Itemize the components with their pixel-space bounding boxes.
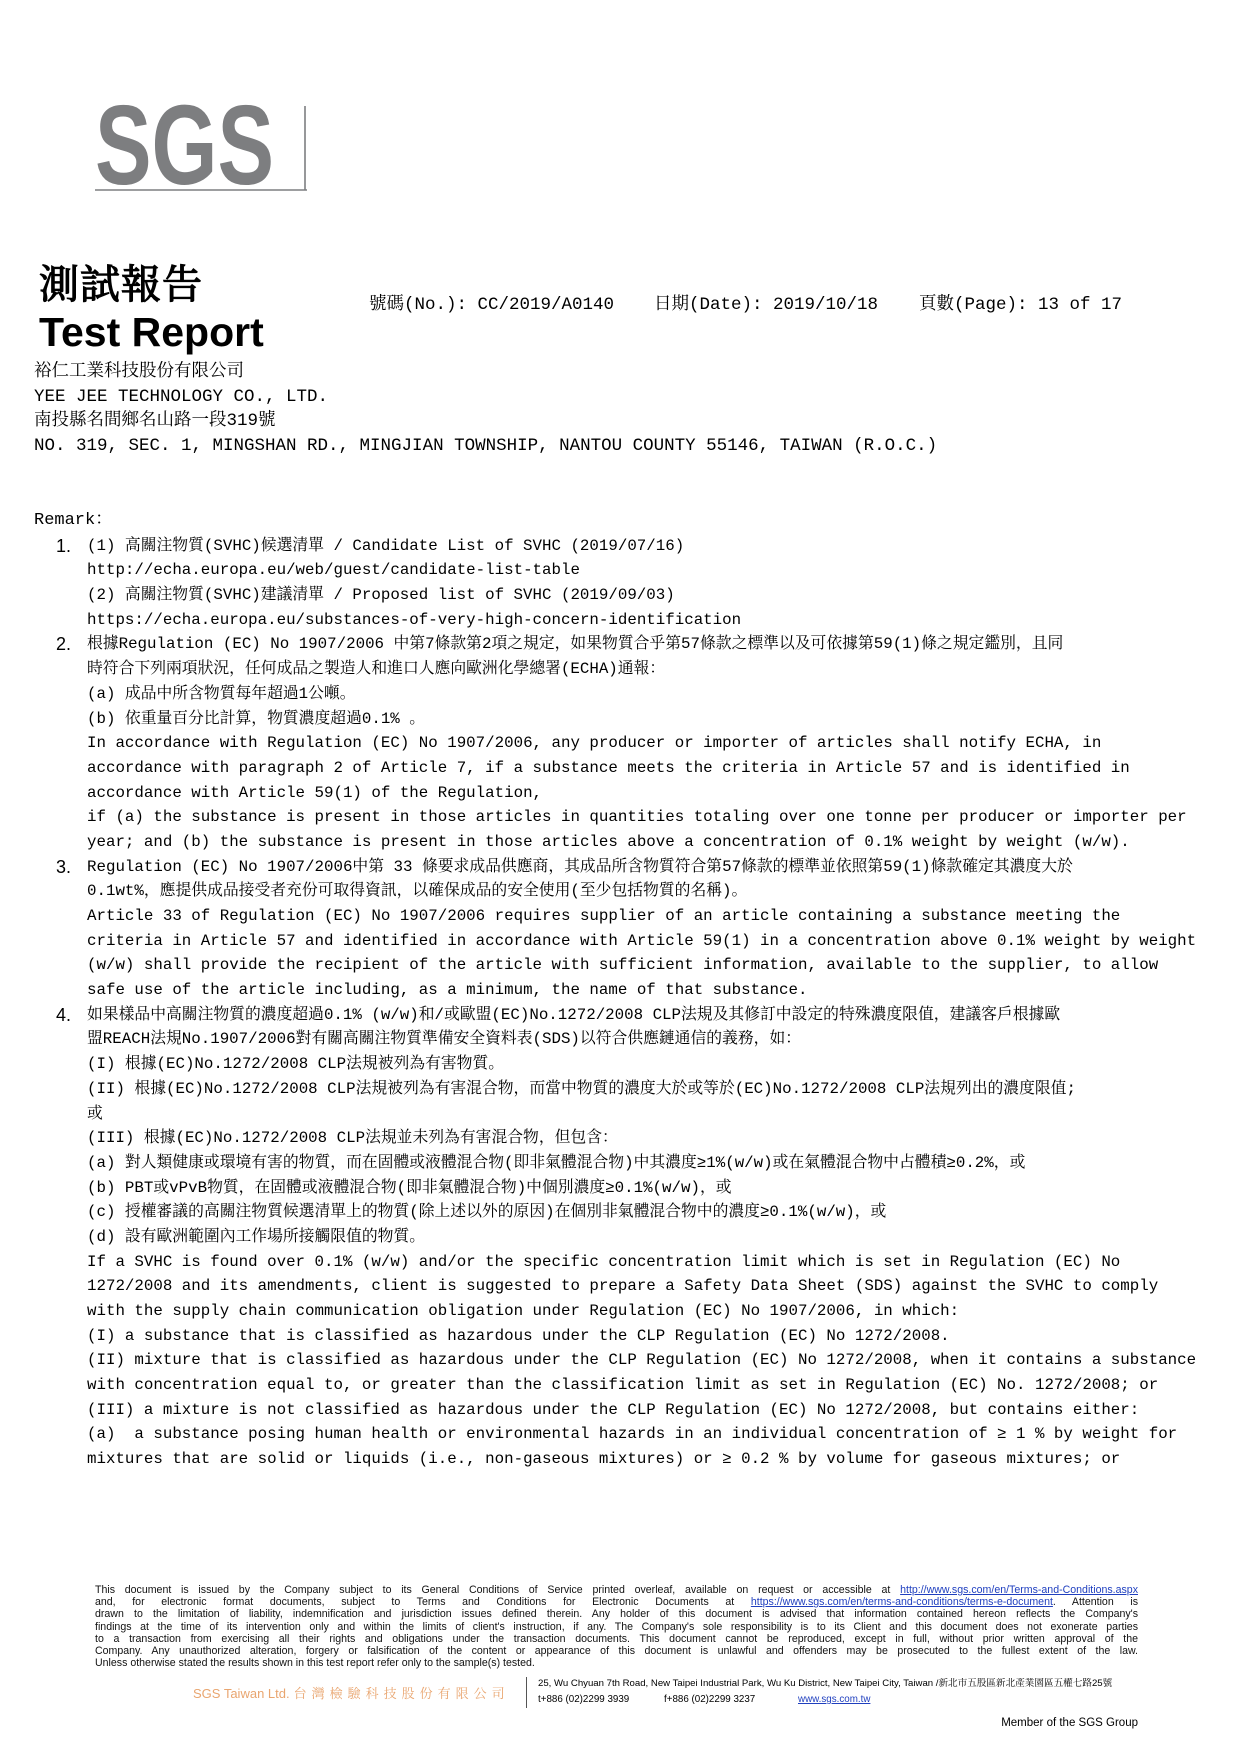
remark-line: (III) 根據(EC)No.1272/2008 CLP法規並未列為有害混合物，但包含： (87, 1129, 618, 1148)
remark-line: 如果樣品中高關注物質的濃度超過0.1% (w/w)和/或歐盟(EC)No.1272/2008 CLP法規及其修訂中設定的特殊濃度限值，建議客戶根據歐 (87, 1005, 1061, 1024)
disclaimer-line (95, 1596, 1138, 1608)
remark-line: (a) 成品中所含物質每年超過1公噸。 (87, 684, 356, 703)
disclaimer-text: . Attention is (1052, 1596, 1138, 1609)
footer-separator (526, 1677, 527, 1708)
item-number: 1. (56, 535, 72, 556)
client-address-en: NO. 319, SEC. 1, MINGSHAN RD., MINGJIAN TOWNSHIP, NANTOU COUNTY 55146, TAIWAN (R.O.C.) (34, 435, 938, 456)
disclaimer-line: drawn to the limitation of liability, indemnification and jurisdiction issues defined therein. Any holder of this document is advised that information contained hereon reflects the Company's (95, 1608, 1138, 1621)
remark-line: safe use of the article including, as a minimum, the name of that substance. (87, 981, 808, 1000)
report-number: 號碼(No.): CC/2019/A0140 (369, 295, 615, 315)
company-phone: t+886 (02)2299 3939 (538, 1694, 630, 1705)
remarks-section (0, 509, 1241, 1472)
remark-line: 時符合下列兩項狀況，任何成品之製造人和進口人應向歐洲化學總署(ECHA)通報： (87, 660, 666, 679)
disclaimer-line: Company. Any unauthorized alteration, forgery or falsification of the content or appearance of this document is unlawful and offenders may be prosecuted to the fullest extent of the law. (95, 1644, 1138, 1657)
remark-line: (I) 根據(EC)No.1272/2008 CLP法規被列為有害物質。 (87, 1055, 505, 1074)
remark-line: (d) 設有歐洲範圍內工作場所接觸限值的物質。 (87, 1227, 426, 1246)
sgs-group-member-note: Member of the SGS Group (1001, 1717, 1138, 1729)
disclaimer-line: to a transaction from exercising all their rights and obligations under the transaction documents. This document cannot be reproduced, except in full, without prior written approval of the (95, 1632, 1138, 1645)
logo-text: SGS (95, 82, 274, 200)
report-title-en: Test Report (39, 309, 264, 355)
remark-line: (1) 高關注物質(SVHC)候選清單 / Candidate List of SVHC (2019/07/16) (87, 536, 685, 555)
remark-line: accordance with Article 59(1) of the Regulation, (87, 783, 543, 802)
remark-line: (w/w) shall provide the recipient of the article with sufficient information, available to the supplier, to allow (87, 956, 1159, 975)
remark-line: (II) mixture that is classified as hazardous under the CLP Regulation (EC) No 1272/2008, when it contains a substance (87, 1351, 1197, 1370)
remark-line: 根據Regulation (EC) No 1907/2006 中第7條款第2項之規定，如果物質合乎第57條款之標準以及可依據第59(1)條之規定鑑別，且同 (87, 635, 1064, 654)
remark-line: with concentration equal to, or greater than the classification limit as set in Regulation (EC) No. 1272/2008; or (87, 1376, 1159, 1395)
remark-line: (b) 依重量百分比計算，物質濃度超過0.1% 。 (87, 709, 426, 728)
client-address-zh: 南投縣名間鄉名山路一段319號 (34, 411, 276, 432)
disclaimer-line: Unless otherwise stated the results shown in this test report refer only to the sample(s) tested. (95, 1657, 535, 1670)
remark-item (0, 855, 1241, 1003)
remark-line: if (a) the substance is present in those articles in quantities totaling over one tonne per producer or importer per (87, 808, 1187, 827)
item-number: 2. (56, 634, 72, 655)
client-block (34, 360, 937, 458)
report-title-zh: 測試報告 (39, 262, 203, 308)
remark-line: (a) 對人類健康或環境有害的物質，而在固體或液體混合物(即非氣體混合物)中其濃度≥1%(w/w)或在氣體混合物中占體積≥0.2%，或 (87, 1153, 1026, 1172)
remark-line: http://echa.europa.eu/web/guest/candidate-list-table (87, 561, 580, 580)
remark-line: (c) 授權審議的高關注物質候選清單上的物質(除上述以外的原因)在個別非氣體混合物中的濃度≥0.1%(w/w)，或 (87, 1203, 887, 1222)
remark-item (0, 632, 1241, 854)
disclaimer-text: This document is issued by the Company subject to its General Conditions of Service printed overleaf, available on request or accessible at (95, 1584, 891, 1596)
page-indicator: 頁數(Page): 13 of 17 (919, 295, 1123, 315)
remark-line: Article 33 of Regulation (EC) No 1907/2006 requires supplier of an article containing a substance meeting the (87, 907, 1121, 925)
remark-line: (III) a mixture is not classified as hazardous under the CLP Regulation (EC) No 1272/2008, but contains either: (87, 1400, 1140, 1419)
footer-company-name (193, 1685, 510, 1703)
client-name-en: YEE JEE TECHNOLOGY CO., LTD. (34, 386, 329, 407)
remark-line: mixtures that are solid or liquids (i.e., non-gaseous mixtures) or ≥ 0.2 % by volume for gaseous mixtures; or (87, 1450, 1121, 1469)
company-website-link[interactable]: www.sgs.com.tw (798, 1694, 871, 1705)
remark-line: 盟REACH法規No.1907/2006對有關高關注物質準備安全資料表(SDS)以符合供應鏈通信的義務，如： (87, 1030, 802, 1049)
remark-line: accordance with paragraph 2 of Article 7, if a substance meets the criteria in Article 57 and is identified in (87, 758, 1130, 777)
footer-disclaimer (95, 1584, 1138, 1669)
remark-item (0, 534, 1241, 633)
remark-line: year; and (b) the substance is present in those articles above a concentration of 0.1% weight by weight (w/w). (87, 832, 1130, 851)
sgs-logo (0, 0, 320, 200)
company-address: 25, Wu Chyuan 7th Road, New Taipei Industrial Park, Wu Ku District, New Taipei City, Taiwan /新北市五股區新北產業園區五權七路25號 (538, 1678, 1113, 1689)
remark-line: In accordance with Regulation (EC) No 1907/2006, any producer or importer of articles shall notify ECHA, in (87, 734, 1102, 753)
remark-line: 或 (87, 1104, 103, 1123)
company-name-zh: 台灣檢驗科技股份有限公司 (293, 1686, 510, 1701)
company-fax: f+886 (02)2299 3237 (664, 1694, 756, 1705)
terms-e-document-link[interactable]: https://www.sgs.com/en/terms-and-conditions/terms-e-document (750, 1596, 1053, 1609)
remark-line: (2) 高關注物質(SVHC)建議清單 / Proposed list of SVHC (2019/09/03) (87, 586, 675, 605)
remark-line: (I) a substance that is classified as hazardous under the CLP Regulation (EC) No 1272/2008. (87, 1326, 950, 1345)
company-name-en: SGS Taiwan Ltd. (193, 1686, 290, 1701)
item-number: 4. (56, 1004, 72, 1025)
report-date: 日期(Date): 2019/10/18 (654, 295, 879, 315)
remark-line: Regulation (EC) No 1907/2006中第 33 條要求成品供應商，其成品所含物質符合第57條款的標準並依照第59(1)條款確定其濃度大於 (87, 857, 1073, 876)
disclaimer-line: findings at the time of its intervention only and within the limits of client's instruction, if any. The Company's sole responsibility is to its Client and this document does not exonerate parties (95, 1620, 1138, 1633)
remark-line: (b) PBT或vPvB物質，在固體或液體混合物(即非氣體混合物)中個別濃度≥0.1%(w/w)，或 (87, 1178, 732, 1197)
remark-line: criteria in Article 57 and identified in accordance with Article 59(1) in a concentration above 0.1% weight by weight (87, 931, 1197, 950)
remark-line: https://echa.europa.eu/substances-of-very-high-concern-identification (87, 610, 742, 629)
remark-item (0, 1003, 1241, 1472)
disclaimer-text: and, for electronic format documents, subject to Terms and Conditions for Electronic Documents at (95, 1596, 735, 1609)
remark-line: 1272/2008 and its amendments, client is suggested to prepare a Safety Data Sheet (SDS) against the SVHC to comply (87, 1277, 1159, 1296)
remark-line: (a) a substance posing human health or environmental hazards in an individual concentration of ≥ 1 % by weight for (87, 1425, 1178, 1444)
remark-line: If a SVHC is found over 0.1% (w/w) and/or the specific concentration limit which is set in Regulation (EC) No (87, 1252, 1121, 1271)
client-name-zh: 裕仁工業科技股份有限公司 (34, 362, 244, 382)
remark-line: (II) 根據(EC)No.1272/2008 CLP法規被列為有害混合物，而當中物質的濃度大於或等於(EC)No.1272/2008 CLP法規列出的濃度限值; (87, 1079, 1076, 1098)
remark-heading: Remark： (34, 511, 113, 530)
disclaimer-line (95, 1584, 1138, 1596)
remark-line: with the supply chain communication obligation under Regulation (EC) No 1907/2006, in which: (87, 1302, 960, 1320)
terms-conditions-link[interactable]: http://www.sgs.com/en/Terms-and-Conditions.aspx (900, 1584, 1138, 1596)
item-number: 3. (56, 856, 72, 877)
remark-line: 0.1wt%，應提供成品接受者充份可取得資訊，以確保成品的安全使用(至少包括物質的名稱)。 (87, 882, 748, 901)
